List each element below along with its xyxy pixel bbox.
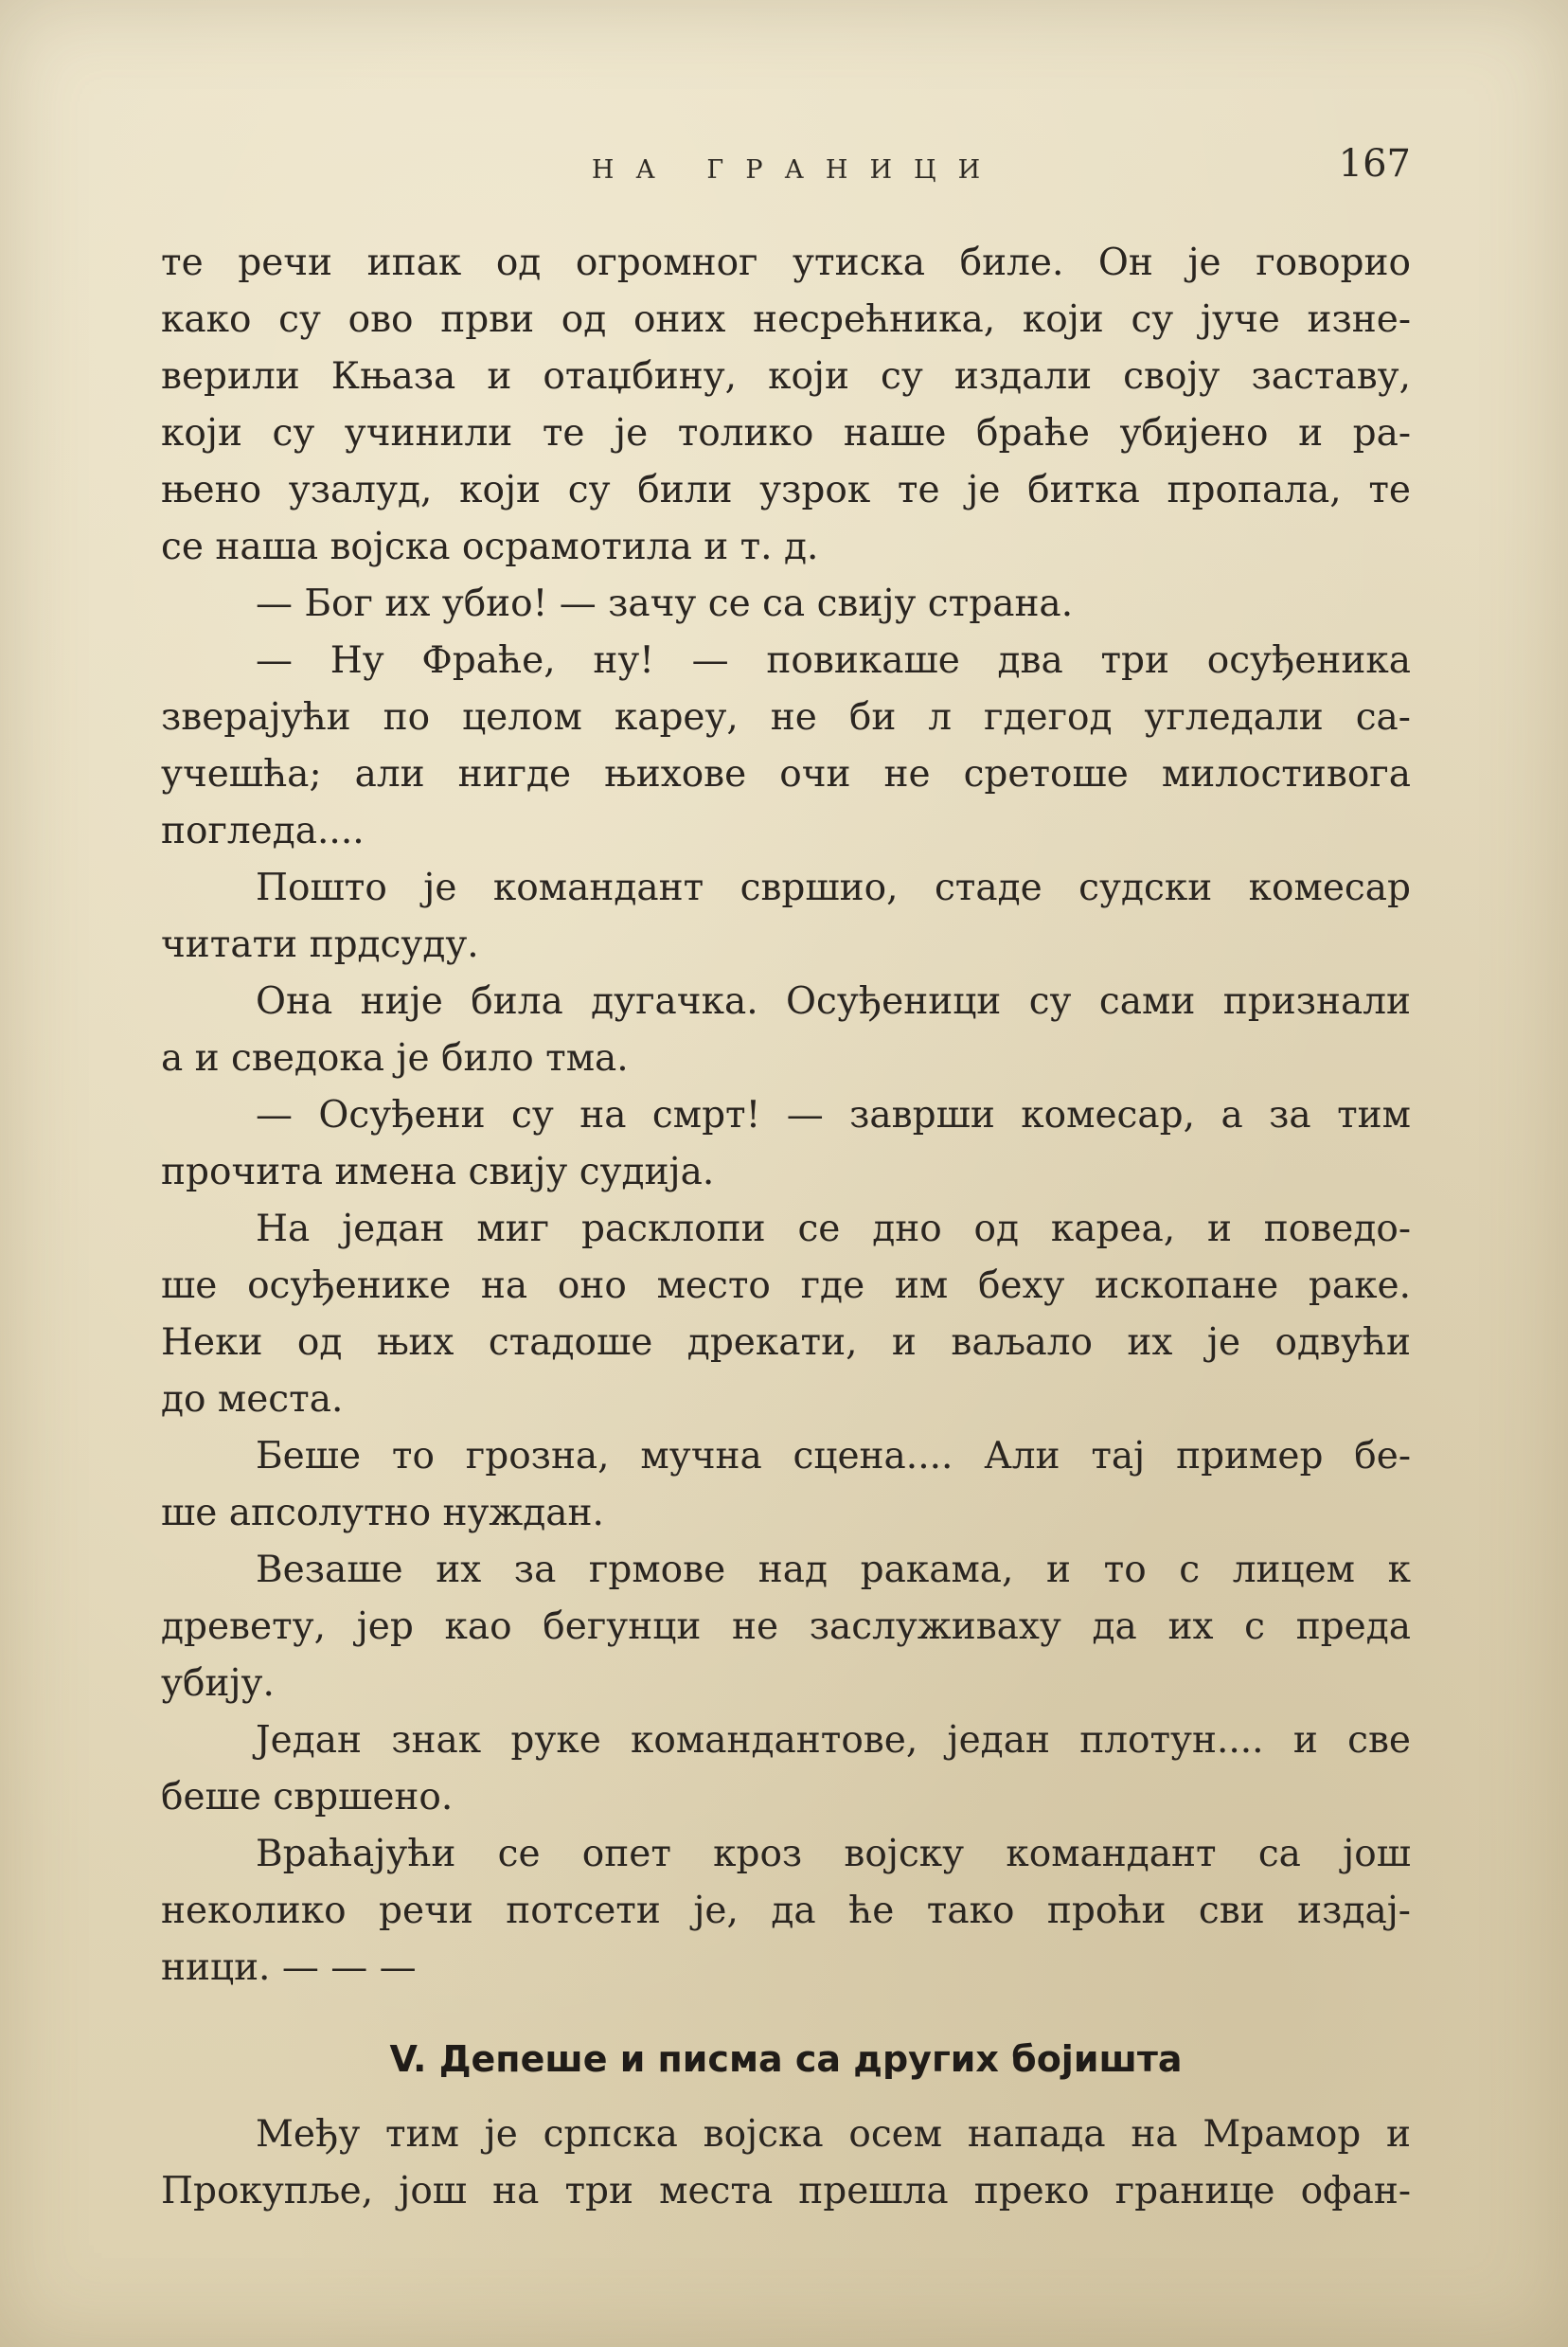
text-line: те речи ипак од огромног утиска биле. Он је говорио bbox=[161, 242, 1411, 284]
text-line: а и сведока је било тма. bbox=[161, 1037, 629, 1080]
running-title: НА ГРАНИЦИ bbox=[591, 155, 1003, 185]
text-line: Један знак руке командантове, један плотун.... и све bbox=[256, 1719, 1411, 1762]
text-line: Беше то грозна, мучна сцена.... Али тај пример бе- bbox=[256, 1435, 1411, 1478]
text-line: ше апсолутно нуждан. bbox=[161, 1492, 604, 1534]
text-line: учешћа; али нигде њихове очи не сретоше милостивога bbox=[161, 753, 1411, 796]
text-line: — Осуђени су на смрт! — заврши комесар, а за тим bbox=[256, 1094, 1411, 1137]
text-line: Прокупље, још на три места прешла преко границе офан- bbox=[161, 2170, 1411, 2213]
text-line: њено узалуд, који су били узрок те је битка пропала, те bbox=[161, 469, 1411, 511]
text-line: Везаше их за грмове над ракама, и то с лицем к bbox=[256, 1549, 1411, 1591]
page-number: 167 bbox=[1338, 142, 1411, 186]
text-line: како су ово први од оних несрећника, који су јуче изне- bbox=[161, 298, 1411, 341]
text-line: верили Књаза и отаџбину, који су издали своју заставу, bbox=[161, 355, 1411, 398]
text-line: — Бог их убио! — зачу се са свију страна. bbox=[256, 582, 1074, 625]
text-line: беше свршено. bbox=[161, 1776, 454, 1818]
text-line: погледа.... bbox=[161, 810, 365, 852]
section-heading: V. Депеше и писма са других бојишта bbox=[389, 2038, 1183, 2080]
text-line: — Ну Фраће, ну! — повикаше два три осуђеника bbox=[256, 639, 1411, 682]
text-line: Она није била дугачка. Осуђеници су сами признали bbox=[256, 980, 1411, 1023]
text-line: ници. — — — bbox=[161, 1946, 417, 1989]
text-line: до места. bbox=[161, 1378, 344, 1421]
text-line: неколико речи потсети је, да ће тако проћи сви издај- bbox=[161, 1890, 1411, 1932]
text-line: Међу тим је српска војска осем напада на Мрамор и bbox=[256, 2113, 1411, 2156]
text-line: читати прдсуду. bbox=[161, 923, 479, 966]
text-line: прочита имена свију судија. bbox=[161, 1151, 715, 1193]
page-body bbox=[161, 235, 1411, 2220]
text-line: Враћајући се опет кроз војску командант са још bbox=[256, 1833, 1411, 1875]
text-line: убију. bbox=[161, 1662, 275, 1705]
text-line: који су учинили те је толико наше браће убијено и ра- bbox=[161, 412, 1411, 455]
text-line: Пошто је командант свршио, стаде судски комесар bbox=[256, 867, 1411, 909]
text-line: древету, јер као бегунци не заслуживаху да их с преда bbox=[161, 1605, 1411, 1648]
text-line: ше осуђенике на оно место где им беху ископане раке. bbox=[161, 1264, 1411, 1307]
text-line: На један миг расклопи се дно од кареа, и поведо- bbox=[256, 1208, 1411, 1250]
text-line: Неки од њих стадоше дрекати, и ваљало их је одвући bbox=[161, 1321, 1411, 1364]
page-header bbox=[161, 142, 1411, 208]
text-line: се наша војска осрамотила и т. д. bbox=[161, 526, 819, 568]
text-line: зверајући по целом кареу, не би л гдегод угледали са- bbox=[161, 696, 1411, 739]
